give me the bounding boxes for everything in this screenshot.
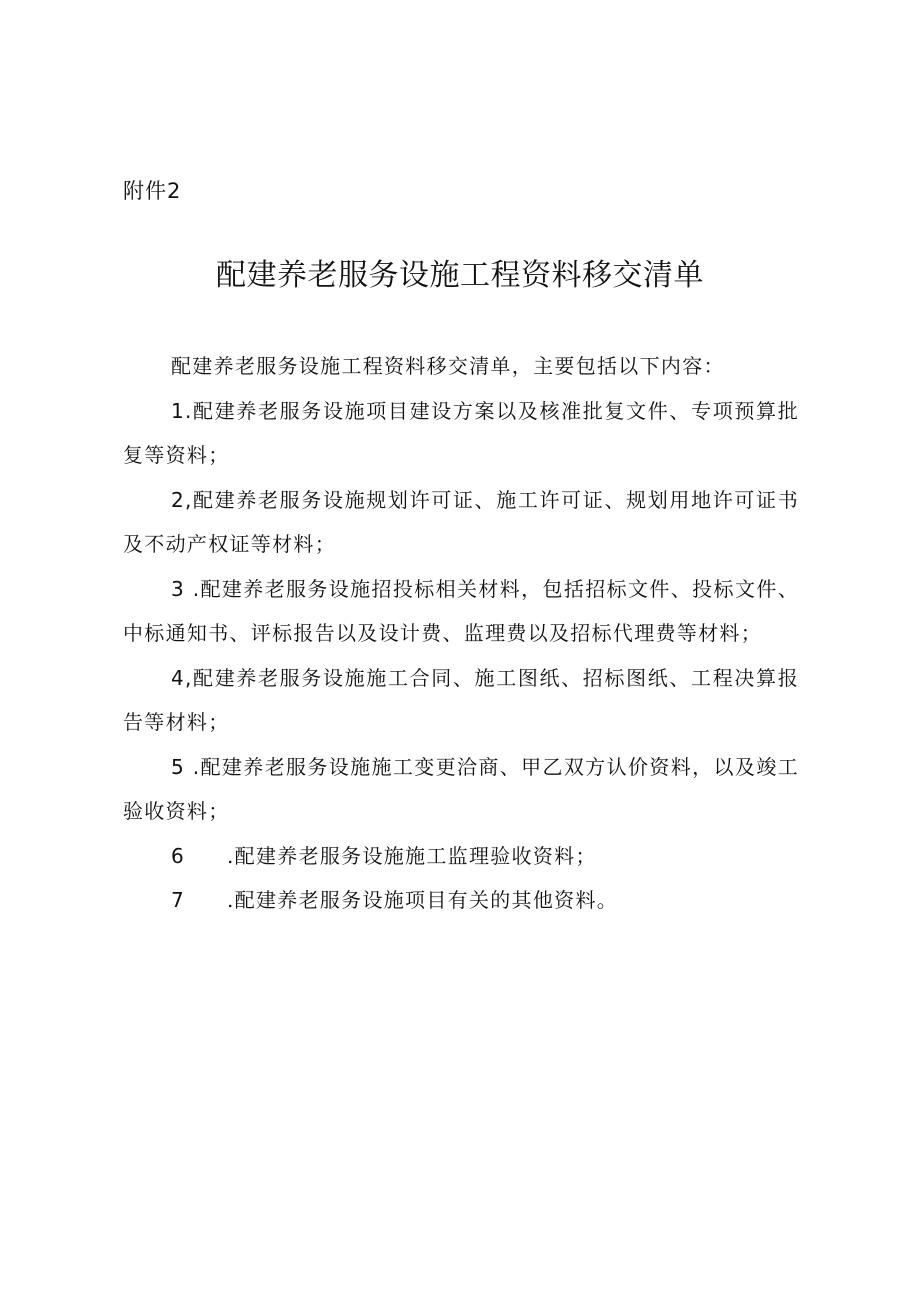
list-item-2	[123, 478, 799, 567]
item-number: 6	[171, 843, 186, 868]
item-number: 3 .	[171, 576, 201, 601]
document-title: 配建养老服务设施工程资料移交清单	[216, 258, 704, 293]
item-number: 1.	[171, 398, 193, 423]
list-item-3	[123, 567, 799, 656]
item-text: 配建养老服务设施施工变更洽商、甲乙双方认价资料，以及竣工验收资料；	[123, 754, 799, 823]
item-number: 5 .	[171, 754, 201, 779]
list-item-5	[123, 745, 799, 834]
attachment-label: 附件2	[123, 179, 182, 203]
item-text: .配建养老服务设施施工监理验收资料；	[227, 843, 597, 868]
item-number: 4,	[171, 665, 193, 690]
list-item-6	[123, 834, 799, 879]
list-item-1	[123, 389, 799, 478]
item-text: 配建养老服务设施招投标相关材料，包括招标文件、投标文件、中标通知书、评标报告以及设计费、监理费以及招标代理费等材料；	[123, 576, 799, 645]
item-text: 配建养老服务设施项目建设方案以及核准批复文件、专项预算批复等资料；	[123, 398, 799, 467]
document-body	[123, 344, 799, 923]
item-text: 配建养老服务设施施工合同、施工图纸、招标图纸、工程决算报告等材料；	[123, 665, 799, 734]
item-text: 配建养老服务设施规划许可证、施工许可证、规划用地许可证书及不动产权证等材料；	[123, 487, 799, 556]
list-item-7	[123, 878, 799, 923]
item-number: 2,	[171, 487, 193, 512]
list-item-4	[123, 656, 799, 745]
item-number: 7	[171, 888, 186, 912]
item-text: .配建养老服务设施项目有关的其他资料。	[227, 888, 619, 912]
intro-paragraph: 配建养老服务设施工程资料移交清单，主要包括以下内容：	[171, 354, 725, 378]
